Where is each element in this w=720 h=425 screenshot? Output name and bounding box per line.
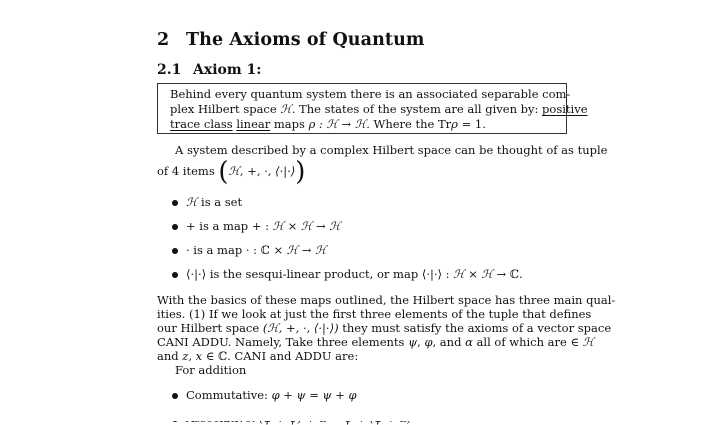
- math: ℋ → ℋ: [286, 243, 327, 257]
- axiom-line-1: Behind every quantum system there is an associated separable com-: [170, 87, 571, 101]
- text: plex Hilbert space: [170, 102, 281, 116]
- para2-line-5: [157, 349, 358, 363]
- page-bottom-edge: [0, 408, 720, 421]
- underlined-text: trace class: [170, 117, 233, 131]
- subsection-heading: [157, 62, 261, 78]
- text: → ℂ.: [492, 267, 523, 281]
- list-item: [186, 267, 523, 281]
- bullet-icon: [172, 393, 178, 399]
- math: ℋ: [186, 195, 198, 209]
- subsection-number: 2.1: [157, 62, 182, 78]
- bullet-icon: [172, 200, 178, 206]
- text: CANI ADDU. Namely, Take three elements: [157, 335, 409, 349]
- para2-line-4: [157, 335, 594, 349]
- text: maps: [270, 117, 309, 131]
- text: ,: [417, 335, 425, 349]
- text: + is a map + :: [186, 219, 273, 233]
- para2-line-2: ities. (1) If we look at just the first three elements of the tuple that defines: [157, 307, 592, 321]
- subsection-title: Axiom 1:: [193, 62, 262, 78]
- para1-line-2: [157, 154, 306, 187]
- list-item: [186, 195, 242, 209]
- text: and: [157, 349, 183, 363]
- section-number: 2: [157, 30, 170, 50]
- paren: ): [295, 157, 306, 187]
- section-heading: [157, 30, 425, 50]
- text: ⟨·|·⟩ is the sesqui-linear product, or map ⟨·|·⟩ :: [186, 267, 454, 281]
- paren: (: [218, 157, 229, 187]
- text: . The states of the system are all given by:: [291, 102, 543, 116]
- para2-line-1: With the basics of these maps outlined, the Hilbert space has three main qual-: [157, 293, 616, 307]
- tuple-math: ℋ, +, ·, ⟨·|·⟩: [228, 164, 296, 178]
- math: α: [465, 335, 473, 349]
- underlined-text: positive: [542, 102, 588, 116]
- bullet-icon: [172, 248, 178, 254]
- text: . Where the Tr: [366, 117, 452, 131]
- para2-line-3: [157, 321, 611, 335]
- math: z, x: [182, 349, 203, 363]
- axiom-line-2: [170, 102, 588, 116]
- text: is a set: [197, 195, 243, 209]
- math: ℋ × ℋ: [453, 267, 493, 281]
- text: = 1.: [457, 117, 486, 131]
- math: ℋ × ℋ → ℋ: [272, 219, 341, 233]
- tuple-math: (ℋ, +, ·, ⟨·|·⟩): [262, 321, 339, 335]
- axiom-box: [157, 83, 588, 134]
- math: ρ: [451, 117, 458, 131]
- math: φ + ψ = ψ + φ: [271, 388, 357, 402]
- text: ∈ ℂ. CANI and ADDU are:: [202, 349, 359, 363]
- para2-line-6: For addition: [175, 363, 247, 377]
- text: of 4 items: [157, 164, 219, 178]
- text: our Hilbert space: [157, 321, 263, 335]
- bullet-icon: [172, 272, 178, 278]
- math: ψ: [408, 335, 418, 349]
- math: φ: [424, 335, 433, 349]
- math: ℋ: [582, 335, 595, 349]
- para1-line-1: A system described by a complex Hilbert space can be thought of as tuple: [175, 143, 608, 157]
- text: , and: [432, 335, 466, 349]
- list-item: [186, 243, 326, 257]
- text: · is a map · : ℂ ×: [186, 243, 287, 257]
- underlined-text: linear: [236, 117, 271, 131]
- text: Commutative:: [186, 388, 272, 402]
- text: all of which are ∈: [472, 335, 583, 349]
- section-title: The Axioms of Quantum: [186, 30, 425, 50]
- text: they must satisfy the axioms of a vector space: [338, 321, 612, 335]
- bullet-icon: [172, 224, 178, 230]
- math: ρ : ℋ → ℋ: [308, 117, 367, 131]
- list-item: [186, 388, 357, 402]
- axiom-line-3: [170, 117, 486, 131]
- list-item: [186, 219, 341, 233]
- math: ℋ: [280, 102, 292, 116]
